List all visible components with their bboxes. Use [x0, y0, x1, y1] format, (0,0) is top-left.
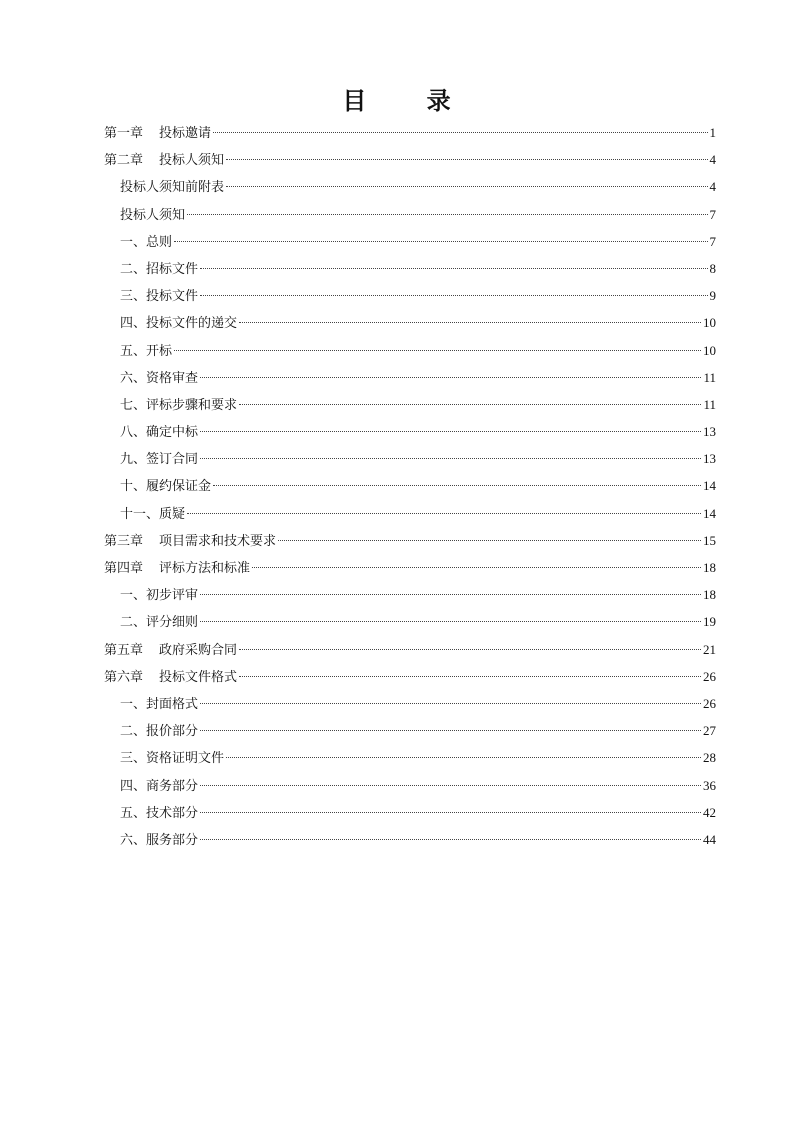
toc-entry-text: 五、技术部分 — [120, 805, 199, 821]
toc-section-entry[interactable] — [104, 201, 716, 228]
toc-page-number: 26 — [703, 695, 716, 711]
toc-chapter-number: 第二章 — [104, 153, 144, 169]
toc-entry-text: 一、封面格式 — [120, 696, 199, 712]
toc-entry-label — [120, 827, 198, 854]
toc-entry-text: 二、报价部分 — [120, 724, 199, 740]
toc-entry-label — [104, 664, 237, 691]
toc-chapter-entry[interactable] — [104, 554, 716, 581]
toc-page-number: 13 — [703, 424, 716, 440]
toc-entry-text: 一、初步评审 — [120, 588, 199, 604]
toc-entry-label — [104, 528, 276, 555]
toc-entry-label — [120, 800, 198, 827]
toc-entry-text: 项目需求和技术要求 — [159, 533, 277, 549]
toc-page-number: 13 — [703, 451, 716, 467]
toc-entry-label — [120, 473, 211, 500]
toc-entry-label — [120, 229, 172, 256]
toc-dot-leader — [200, 812, 701, 813]
toc-page-number: 19 — [703, 614, 716, 630]
toc-section-entry[interactable] — [104, 364, 716, 391]
toc-dot-leader — [252, 567, 701, 568]
toc-entry-label — [120, 446, 198, 473]
toc-section-entry[interactable] — [104, 472, 716, 499]
toc-dot-leader — [200, 594, 701, 595]
toc-dot-leader — [239, 649, 701, 650]
toc-entry-label — [120, 310, 237, 337]
toc-dot-leader — [239, 676, 701, 677]
toc-section-entry[interactable] — [104, 744, 716, 771]
toc-entry-text: 二、评分细则 — [120, 615, 199, 631]
toc-section-entry[interactable] — [104, 500, 716, 527]
toc-dot-leader — [200, 268, 707, 269]
toc-entry-label — [120, 745, 224, 772]
toc-section-entry[interactable] — [104, 799, 716, 826]
toc-entry-label — [120, 419, 198, 446]
toc-page-number: 18 — [703, 560, 716, 575]
toc-dot-leader — [226, 186, 707, 187]
toc-entry-label — [120, 582, 198, 609]
toc-entry-text: 十一、质疑 — [120, 506, 186, 522]
toc-dot-leader — [200, 431, 701, 432]
toc-page-number: 1 — [709, 125, 716, 140]
toc-dot-leader — [200, 295, 707, 296]
toc-title: 目 录 — [342, 87, 477, 115]
toc-entry-label — [120, 365, 198, 392]
toc-chapter-entry[interactable] — [104, 663, 716, 690]
toc-dot-leader — [174, 241, 707, 242]
toc-dot-leader — [213, 132, 707, 133]
toc-page-number: 21 — [703, 641, 716, 657]
toc-entry-label — [120, 501, 185, 528]
toc-entry-label — [104, 637, 237, 664]
toc-dot-leader — [200, 377, 701, 378]
toc-section-entry[interactable] — [104, 445, 716, 472]
toc-entry-label — [120, 338, 172, 365]
toc-page-number: 15 — [703, 532, 716, 548]
toc-entry-label — [120, 691, 198, 718]
toc-chapter-number: 第一章 — [104, 126, 144, 141]
toc-page-number: 4 — [709, 152, 716, 168]
toc-chapter-entry[interactable] — [104, 636, 716, 663]
toc-page-number: 27 — [703, 723, 716, 739]
toc-section-entry[interactable] — [104, 418, 716, 445]
toc-dot-leader — [200, 458, 701, 459]
toc-entry-text: 投标邀请 — [159, 126, 212, 141]
toc-entry-text: 投标文件格式 — [159, 669, 238, 685]
toc-dot-leader — [226, 159, 707, 160]
toc-entry-label — [104, 147, 224, 174]
toc-page-number: 4 — [709, 179, 716, 195]
toc-chapter-number: 第三章 — [104, 533, 144, 549]
toc-page-number: 9 — [709, 288, 716, 304]
toc-section-entry[interactable] — [104, 772, 716, 799]
toc-page-number: 11 — [703, 396, 716, 412]
toc-entry-label — [104, 555, 250, 582]
toc-dot-leader — [239, 322, 701, 323]
toc-page-number: 10 — [703, 342, 716, 358]
toc-entry-text: 四、投标文件的递交 — [120, 316, 238, 332]
toc-dot-leader — [200, 785, 701, 786]
toc-entry-text: 七、评标步骤和要求 — [120, 397, 238, 413]
toc-dot-leader — [200, 621, 701, 622]
toc-dot-leader — [226, 757, 701, 758]
toc-entry-text: 四、商务部分 — [120, 778, 199, 794]
toc-section-entry[interactable] — [104, 255, 716, 282]
toc-page-number: 42 — [703, 804, 716, 820]
toc-chapter-number: 第四章 — [104, 561, 144, 576]
toc-entry-text: 政府采购合同 — [159, 642, 238, 658]
toc-page-number: 11 — [703, 369, 716, 385]
toc-chapter-entry[interactable] — [104, 146, 716, 173]
toc-entry-label — [120, 392, 237, 419]
toc-page-number: 8 — [709, 260, 716, 276]
toc-page-number: 14 — [703, 478, 716, 494]
toc-dot-leader — [278, 540, 701, 541]
toc-page-number: 44 — [703, 831, 716, 847]
toc-entry-label — [120, 773, 198, 800]
toc-dot-leader — [200, 703, 701, 704]
toc-dot-leader — [187, 513, 701, 514]
toc-section-entry[interactable] — [104, 173, 716, 200]
toc-entry-text: 投标人须知 — [159, 153, 225, 169]
toc-chapter-number: 第六章 — [104, 669, 144, 685]
toc-entry-label — [120, 202, 185, 229]
toc-page-number: 7 — [709, 206, 716, 222]
toc-section-entry[interactable] — [104, 608, 716, 635]
toc-page-number: 26 — [703, 668, 716, 684]
toc-entry-text: 一、总则 — [120, 234, 173, 250]
toc-chapter-entry[interactable] — [104, 119, 716, 146]
toc-entry-text: 投标人须知 — [120, 207, 186, 223]
toc-entry-text: 五、开标 — [120, 343, 173, 359]
toc-section-entry[interactable] — [104, 717, 716, 744]
toc-entry-label — [120, 283, 198, 310]
toc-section-entry[interactable] — [104, 337, 716, 364]
toc-dot-leader — [239, 404, 701, 405]
toc-chapter-number: 第五章 — [104, 642, 144, 658]
toc-entry-text: 投标人须知前附表 — [120, 180, 225, 196]
toc-entry-label — [120, 174, 224, 201]
toc-section-entry[interactable] — [104, 581, 716, 608]
toc-dot-leader — [200, 839, 701, 840]
toc-section-entry[interactable] — [104, 282, 716, 309]
toc-page-number: 10 — [703, 315, 716, 331]
toc-entry-text: 三、资格证明文件 — [120, 751, 225, 767]
toc-dot-leader — [213, 485, 701, 486]
toc-section-entry[interactable] — [104, 826, 716, 853]
toc-dot-leader — [187, 214, 707, 215]
toc-entry-text: 六、服务部分 — [120, 832, 199, 848]
toc-entry-label — [104, 120, 211, 147]
toc-entry-text: 评标方法和标准 — [159, 561, 251, 576]
toc-dot-leader — [174, 350, 701, 351]
toc-entry-text: 九、签订合同 — [120, 452, 199, 468]
toc-entry-label — [120, 256, 198, 283]
toc-page-number: 14 — [703, 505, 716, 521]
toc-dot-leader — [200, 730, 701, 731]
toc-section-entry[interactable] — [104, 309, 716, 336]
toc-section-entry[interactable] — [104, 228, 716, 255]
toc-entry-text: 十、履约保证金 — [120, 479, 212, 495]
toc-entry-text: 八、确定中标 — [120, 425, 199, 441]
toc-page-number: 28 — [703, 750, 716, 766]
toc-entry-label — [120, 718, 198, 745]
toc-page-number: 36 — [703, 777, 716, 793]
toc-entry-text: 三、投标文件 — [120, 289, 199, 305]
toc-chapter-entry[interactable] — [104, 527, 716, 554]
table-of-contents — [104, 119, 716, 853]
toc-section-entry[interactable] — [104, 391, 716, 418]
toc-entry-label — [120, 609, 198, 636]
toc-page-number: 7 — [709, 233, 716, 249]
toc-entry-text: 二、招标文件 — [120, 261, 199, 277]
toc-entry-text: 六、资格审查 — [120, 370, 199, 386]
toc-section-entry[interactable] — [104, 690, 716, 717]
toc-page-number: 18 — [703, 587, 716, 603]
